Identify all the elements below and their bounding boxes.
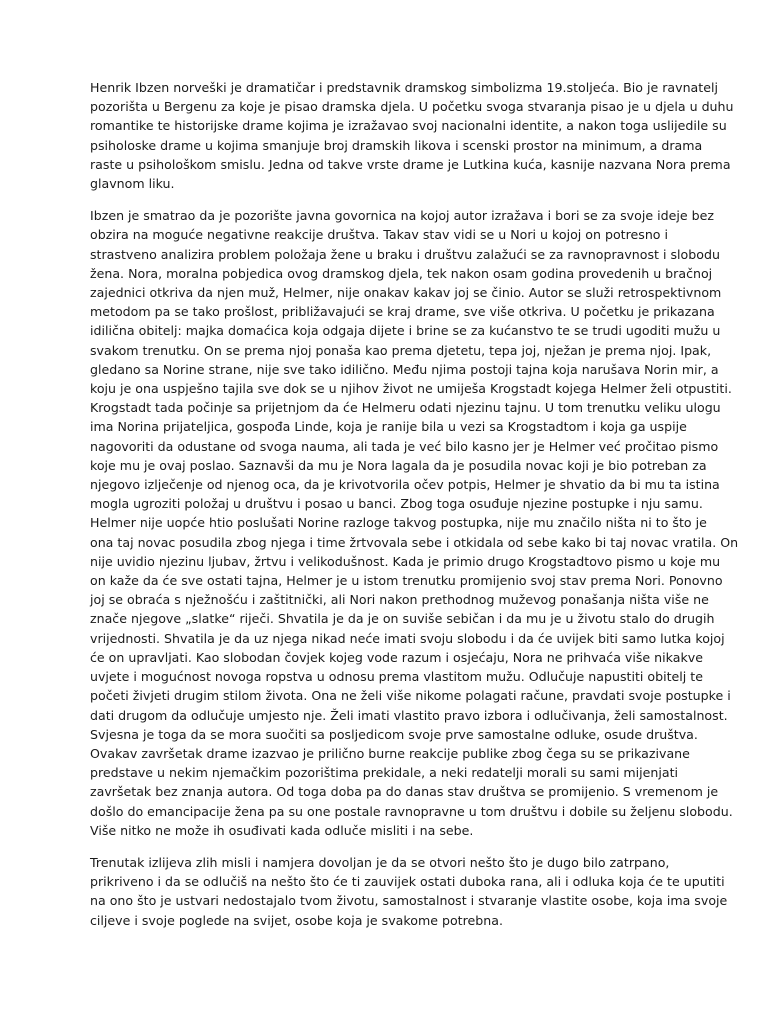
text-line: početi živjeti drugim stilom života. Ona ne želi više nikome polagati račune, pravdati svoje postupke i bbox=[90, 688, 731, 704]
text-line: Više nitko ne može ih osuđivati kada odluče misliti i na sebe. bbox=[90, 822, 474, 838]
document-body bbox=[90, 78, 739, 943]
text-line: Helmer nije uopće htio poslušati Norine razloge takvog postupka, nije mu značilo ništa ni to što je bbox=[90, 515, 707, 531]
text-line: njegovo izlječenje od njenog oca, da je krivotvorila očev potpis, Helmer je shvatio da bi mu ta istina bbox=[90, 477, 720, 493]
text-line: Henrik Ibzen norveški je dramatičar i predstavnik dramskog simbolizma 19.stoljeća. Bio je ravnatelj bbox=[90, 80, 718, 95]
text-line: će on upravljati. Kao slobodan čovjek kojeg vode razum i osjećaju, Nora ne prihvaća više nikakve bbox=[90, 649, 703, 665]
text-line: strastveno analizira problem položaja žene u braku i društvu zalažući se za ravnopravnost i slobodu bbox=[90, 246, 720, 262]
text-line: on kaže da će sve ostati tajna, Helmer je u istom trenutku promijenio svoj stav prema Nori. Ponovno bbox=[90, 573, 723, 589]
text-line: zajednici otkriva da njen muž, Helmer, nije onakav kakav joj se činio. Autor se služi retrospektivnom bbox=[90, 285, 722, 301]
text-line: uvjete i mogućnost novoga ropstva u odnosu prema vlastitom mužu. Odlučuje napustiti obitelj te bbox=[90, 669, 703, 685]
paragraph-conclusion bbox=[90, 853, 728, 930]
text-line: svakom trenutku. On se prema njoj ponaša kao prema djetetu, tepa joj, nježan je prema njoj. Ipak, bbox=[90, 342, 712, 358]
text-line: nije uvidio njezinu ljubav, žrtvu i velikodušnost. Kada je primio drugo Krogstadtovo pismo u koje mu bbox=[90, 553, 721, 569]
text-line: vrijednosti. Shvatila je da uz njega nikad neće imati svoju slobodu i da će uvijek biti samo lutka kojoj bbox=[90, 630, 725, 646]
text-line: raste u psihološkom smislu. Jedna od takve vrste drame je Lutkina kuća, kasnije nazvana Nora prema bbox=[90, 156, 731, 172]
text-line: gledano sa Norine strane, nije sve tako idilično. Među njima postoji tajna koja narušava Norin mir, a bbox=[90, 361, 719, 377]
text-line: Svjesna je toga da se mora suočiti sa posljedicom svoje prve samostalne odluke, osude društva. bbox=[90, 726, 698, 742]
text-line: završetak bez znanja autora. Od toga doba pa do danas stav društva se promijenio. S vremenom je bbox=[90, 784, 719, 800]
text-line: Krogstadt tada počinje sa prijetnjom da će Helmeru odati njezinu tajnu. U tom trenutku veliku ulogu bbox=[90, 400, 721, 416]
text-line: psiholoske drame u kojima smanjuje broj dramskih likova i scenski prostor na minimum, a drama bbox=[90, 137, 703, 153]
text-line: ciljeve i svoje poglede na svijet, osobe koja je svakome potrebna. bbox=[90, 912, 503, 928]
text-line: predstave u nekim njemačkim pozorištima prekidale, a neki redatelji morali su sami mijenjati bbox=[90, 765, 679, 781]
text-line: glavnom liku. bbox=[90, 176, 175, 192]
text-line: na ono što je ustvari nedostajalo tvom životu, samostalnost i stvaranje vlastite osobe, koja ima svoje bbox=[90, 893, 728, 909]
text-line: prikriveno i da se odlučiš na nešto što će ti zauvijek ostati duboka rana, ali i odluka koja će te uputiti bbox=[90, 874, 725, 890]
text-line: nagovoriti da odustane od svoga nauma, ali tada je već bilo kasno jer je Helmer već pročitao pismo bbox=[90, 438, 719, 454]
text-line: joj se obraća s nježnošću i zaštitnički, ali Nori nakon prethodnog muževog ponašanja ništa više ne bbox=[90, 592, 709, 608]
text-line: koje mu je ovaj poslao. Saznavši da mu je Nora lagala da je posudila novac koji je bio potreban za bbox=[90, 457, 707, 473]
paragraph-analysis bbox=[90, 206, 739, 840]
text-line: romantike te historijske drame kojima je izražavao svoj nacionalni identite, a nakon toga uslijedile su bbox=[90, 118, 727, 134]
paragraph-intro bbox=[90, 78, 734, 193]
text-line: metodom pa se tako prošlost, približavajući se kraj drame, sve više otkriva. U početku je prikazana bbox=[90, 304, 715, 320]
text-line: Ovakav završetak drame izazvao je prilično burne reakcije publike zbog čega su se prikazivane bbox=[90, 745, 690, 761]
text-line: došlo do emancipacije žena pa su one postale ravnopravne u tom društvu i dobile su željenu slobodu. bbox=[90, 803, 733, 819]
text-line: koju je ona uspješno tajila sve dok se u njihov život ne umiješa Krogstadt kojega Helmer želi otpustiti. bbox=[90, 381, 732, 397]
text-line: obzira na moguće negativne reakcije društva. Takav stav vidi se u Nori u kojoj on potresno i bbox=[90, 227, 669, 243]
text-line: ona taj novac posudila zbog njega i time žrtvovala sebe i otkidala od sebe kako bi taj novac vratila. On bbox=[90, 534, 739, 550]
text-line: idilična obitelj: majka domaćica koja odgaja dijete i brine se za kućanstvo te se trudi ugoditi mužu u bbox=[90, 323, 721, 339]
text-line: znače njegove „slatke“ riječi. Shvatila je da je on suviše sebičan i da mu je u životu stalo do drugih bbox=[90, 611, 715, 627]
text-line: ima Norina prijateljica, gospođa Linde, koja je ranije bila u vezi sa Krogstadtom i koja ga uspije bbox=[90, 419, 687, 435]
text-line: mogla ugroziti položaj u društvu i posao u banci. Zbog toga osuđuje njezine postupke i nju samu. bbox=[90, 496, 703, 512]
text-line: Ibzen je smatrao da je pozorište javna govornica na kojoj autor izražava i bori se za svoje ideje bez bbox=[90, 208, 714, 224]
text-line: žena. Nora, moralna pobjedica ovog dramskog djela, tek nakon osam godina provedenih u bračnoj bbox=[90, 265, 713, 281]
text-line: pozorišta u Bergenu za koje je pisao dramska djela. U početku svoga stvaranja pisao je u djela u duhu bbox=[90, 99, 734, 115]
text-line: Trenutak izlijeva zlih misli i namjera dovoljan je da se otvori nešto što je dugo bilo zatrpano, bbox=[90, 854, 670, 870]
text-line: dati drugom da odlučuje umjesto nje. Želi imati vlastito pravo izbora i odlučivanja, želi samostalnost. bbox=[90, 707, 728, 723]
